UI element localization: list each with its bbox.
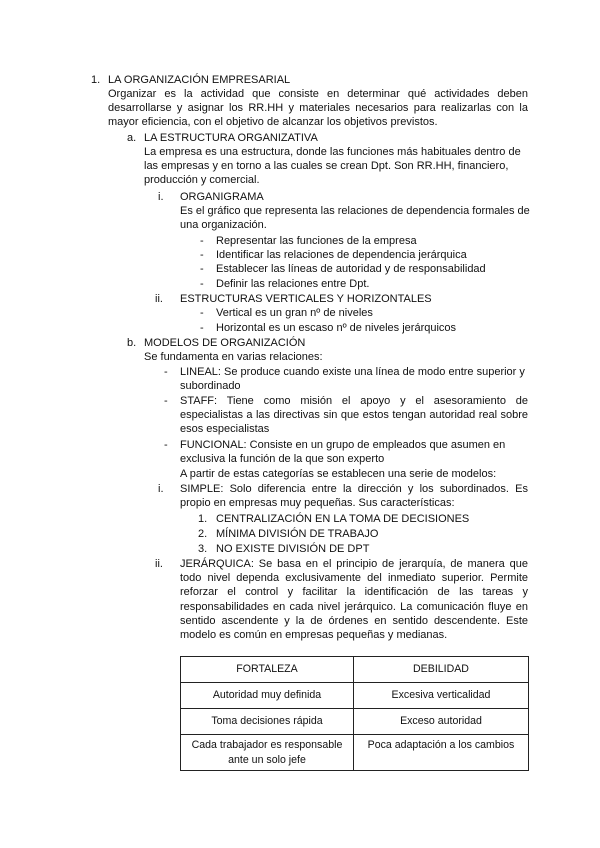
subsection-letter: a. bbox=[127, 132, 137, 144]
table-cell: Toma decisiones rápida bbox=[181, 709, 354, 735]
model-simple: SIMPLE: Solo diferencia entre la dirección y los subordinados. Es propio en empresas muy pequeñas. Sus características: bbox=[180, 483, 528, 510]
subsection-paragraph: La empresa es una estructura, donde las funciones más habituales dentro de las empresas y en torno a las cuales se crean Dpt. Son RR.HH, financiero, producción y comercial. bbox=[144, 146, 521, 187]
item-roman-numeral: ii. bbox=[155, 293, 163, 305]
table-cell: Autoridad muy definida bbox=[181, 683, 354, 709]
dash-bullet: - bbox=[200, 263, 204, 275]
feature-number: 2. bbox=[198, 528, 208, 540]
section-number: 1. bbox=[91, 74, 101, 86]
dash-bullet: - bbox=[200, 249, 204, 261]
relation-funcional: FUNCIONAL: Consiste en un grupo de empleados que asumen en exclusiva la función de la que son experto bbox=[180, 439, 506, 466]
item-paragraph: Es el gráfico que representa las relaciones de dependencia formales de una organización. bbox=[180, 205, 530, 232]
table-header-cell: FORTALEZA bbox=[181, 657, 354, 683]
table-cell: Poca adaptación a los cambios bbox=[354, 735, 529, 771]
table-row bbox=[181, 735, 529, 771]
list-item: Representar las funciones de la empresa bbox=[216, 235, 417, 247]
item-roman-numeral: ii. bbox=[155, 558, 163, 570]
dash-bullet: - bbox=[200, 307, 204, 319]
list-item: Identificar las relaciones de dependencia jerárquica bbox=[216, 249, 467, 261]
relation-lineal: LINEAL: Se produce cuando existe una línea de modo entre superior y subordinado bbox=[180, 366, 525, 393]
dash-bullet: - bbox=[164, 395, 168, 407]
model-jerarquica: JERÁRQUICA: Se basa en el principio de jerarquía, de manera que todo nivel dependa exclusivamente del inmediato superior. Permite reforzar el control y facilitar la identificación de las tareas y responsabilidades en cada nivel jerárquico. La comunicación fluye en sentido ascendente y la de órdenes en sentido descendente. Este modelo es común en empresas pequeñas y medianas. bbox=[180, 558, 528, 642]
relation-staff: STAFF: Tiene como misión el apoyo y el asesoramiento de especialistas a las directivas sin que estos tengan autoridad real sobre esos especialistas bbox=[180, 395, 528, 436]
section-paragraph: Organizar es la actividad que consiste en determinar qué actividades deben desarrollarse y asignar los RR.HH y materiales necesarios para realizarlas con la mayor eficiencia, con el objetivo de alcanzar los objetivos previstos. bbox=[108, 88, 528, 129]
list-item: Horizontal es un escaso nº de niveles jerárquicos bbox=[216, 322, 457, 334]
feature-item: NO EXISTE DIVISIÓN DE DPT bbox=[216, 543, 370, 555]
feature-item: CENTRALIZACIÓN EN LA TOMA DE DECISIONES bbox=[216, 513, 470, 525]
models-intro: A partir de estas categorías se establecen una serie de modelos: bbox=[180, 468, 497, 480]
subsection-intro: Se fundamenta en varias relaciones: bbox=[144, 351, 323, 363]
list-item: Vertical es un gran nº de niveles bbox=[216, 307, 373, 319]
table-row bbox=[181, 683, 529, 709]
item-title: ESTRUCTURAS VERTICALES Y HORIZONTALES bbox=[180, 293, 432, 305]
item-roman-numeral: i. bbox=[158, 191, 164, 203]
dash-bullet: - bbox=[164, 366, 168, 378]
table-row bbox=[181, 709, 529, 735]
table-header-row bbox=[181, 657, 529, 683]
subsection-title: LA ESTRUCTURA ORGANIZATIVA bbox=[144, 132, 318, 144]
feature-number: 3. bbox=[198, 543, 208, 555]
list-item: Establecer las líneas de autoridad y de responsabilidad bbox=[216, 263, 486, 275]
dash-bullet: - bbox=[200, 235, 204, 247]
subsection-letter: b. bbox=[127, 337, 137, 349]
item-title: ORGANIGRAMA bbox=[180, 191, 264, 203]
list-item: Definir las relaciones entre Dpt. bbox=[216, 278, 370, 290]
dash-bullet: - bbox=[164, 439, 168, 451]
item-roman-numeral: i. bbox=[158, 483, 164, 495]
feature-number: 1. bbox=[198, 513, 208, 525]
table-cell: Cada trabajador es responsable ante un solo jefe bbox=[181, 735, 354, 771]
section-title: LA ORGANIZACIÓN EMPRESARIAL bbox=[108, 74, 291, 86]
table-cell: Exceso autoridad bbox=[354, 709, 529, 735]
dash-bullet: - bbox=[200, 322, 204, 334]
table-header-cell: DEBILIDAD bbox=[354, 657, 529, 683]
subsection-title: MODELOS DE ORGANIZACIÓN bbox=[144, 337, 306, 349]
strengths-weaknesses-table bbox=[180, 656, 529, 771]
dash-bullet: - bbox=[200, 278, 204, 290]
feature-item: MÍNIMA DIVISIÓN DE TRABAJO bbox=[216, 528, 379, 540]
table-cell: Excesiva verticalidad bbox=[354, 683, 529, 709]
